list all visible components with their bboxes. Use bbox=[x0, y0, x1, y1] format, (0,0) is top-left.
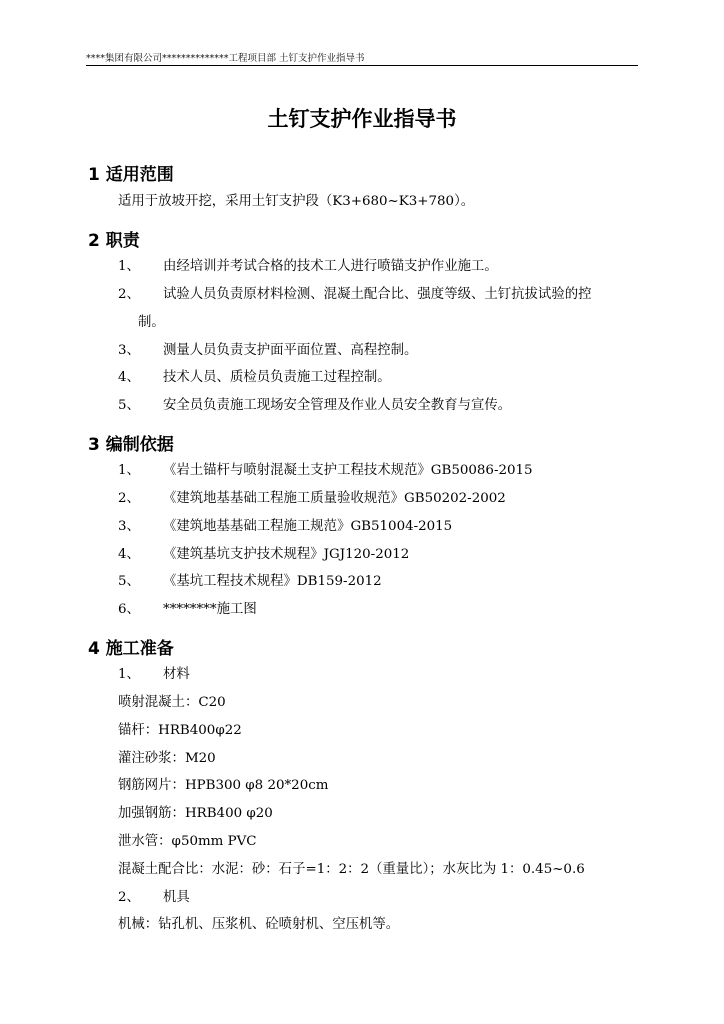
list-item bbox=[0, 570, 724, 588]
list-item bbox=[0, 394, 724, 412]
list-item bbox=[0, 543, 724, 561]
list-item bbox=[0, 339, 724, 357]
material-line: 灌注砂浆：M20 bbox=[118, 751, 216, 766]
section-heading-duties: 2 职责 bbox=[88, 231, 140, 251]
list-item bbox=[0, 366, 724, 384]
item-text: 机具 bbox=[163, 890, 190, 905]
item-number: 1、 bbox=[118, 259, 140, 274]
item-text: 《基坑工程技术规程》DB159-2012 bbox=[163, 574, 382, 589]
item-number: 4、 bbox=[118, 370, 140, 385]
item-number: 1、 bbox=[118, 463, 140, 478]
machines-line: 机械：钻孔机、压浆机、砼喷射机、空压机等。 bbox=[118, 917, 400, 932]
item-number: 5、 bbox=[118, 398, 140, 413]
item-text: 测量人员负责支护面平面位置、高程控制。 bbox=[163, 343, 418, 358]
list-item bbox=[0, 598, 724, 616]
list-item bbox=[0, 255, 724, 273]
material-line: 加强钢筋：HRB400 φ20 bbox=[118, 806, 273, 821]
list-item-continuation bbox=[0, 311, 724, 329]
subsection-materials bbox=[0, 663, 724, 681]
document-title: 土钉支护作业指导书 bbox=[267, 107, 457, 131]
item-number: 4、 bbox=[118, 547, 140, 562]
item-number: 2、 bbox=[118, 890, 140, 905]
item-text: 《建筑地基基础工程施工规范》GB51004-2015 bbox=[163, 519, 453, 534]
subsection-machines bbox=[0, 886, 724, 904]
item-number: 6、 bbox=[118, 602, 140, 617]
list-item bbox=[0, 459, 724, 477]
item-number: 2、 bbox=[118, 491, 140, 506]
item-number: 2、 bbox=[118, 287, 140, 302]
list-item bbox=[0, 487, 724, 505]
item-text: ********施工图 bbox=[163, 602, 257, 617]
item-text: 安全员负责施工现场安全管理及作业人员安全教育与宣传。 bbox=[163, 398, 512, 413]
list-item bbox=[0, 515, 724, 533]
item-text: 技术人员、质检员负责施工过程控制。 bbox=[163, 370, 391, 385]
material-line: 泄水管：φ50mm PVC bbox=[118, 834, 257, 849]
section-heading-preparation: 4 施工准备 bbox=[88, 639, 174, 659]
item-number: 5、 bbox=[118, 574, 140, 589]
item-number: 1、 bbox=[118, 667, 140, 682]
scope-text: 适用于放坡开挖，采用土钉支护段（K3+680~K3+780）。 bbox=[118, 194, 475, 209]
item-text: 由经培训并考试合格的技术工人进行喷锚支护作业施工。 bbox=[163, 259, 498, 274]
item-number: 3、 bbox=[118, 343, 140, 358]
material-line: 钢筋网片：HPB300 φ8 20*20cm bbox=[118, 778, 329, 793]
material-line: 混凝土配合比：水泥：砂：石子=1：2：2（重量比）；水灰比为 1：0.45~0.6 bbox=[118, 862, 585, 877]
section-heading-scope: 1 适用范围 bbox=[88, 165, 174, 185]
item-text: 试验人员负责原材料检测、混凝土配合比、强度等级、土钉抗拔试验的控 bbox=[163, 287, 592, 302]
running-header: ****集团有限公司**************工程项目部 土钉支护作业指导书 bbox=[86, 53, 365, 64]
material-line: 喷射混凝土：C20 bbox=[118, 695, 226, 710]
list-item bbox=[0, 283, 724, 301]
item-text-continued: 制。 bbox=[138, 315, 165, 330]
header-rule bbox=[86, 65, 638, 66]
material-line: 锚杆：HRB400φ22 bbox=[118, 723, 242, 738]
item-text: 《建筑地基基础工程施工质量验收规范》GB50202-2002 bbox=[163, 491, 506, 506]
item-text: 《岩土锚杆与喷射混凝土支护工程技术规范》GB50086-2015 bbox=[163, 463, 533, 478]
item-text: 《建筑基坑支护技术规程》JGJ120-2012 bbox=[163, 547, 410, 562]
section-heading-basis: 3 编制依据 bbox=[88, 435, 174, 455]
item-number: 3、 bbox=[118, 519, 140, 534]
item-text: 材料 bbox=[163, 667, 190, 682]
